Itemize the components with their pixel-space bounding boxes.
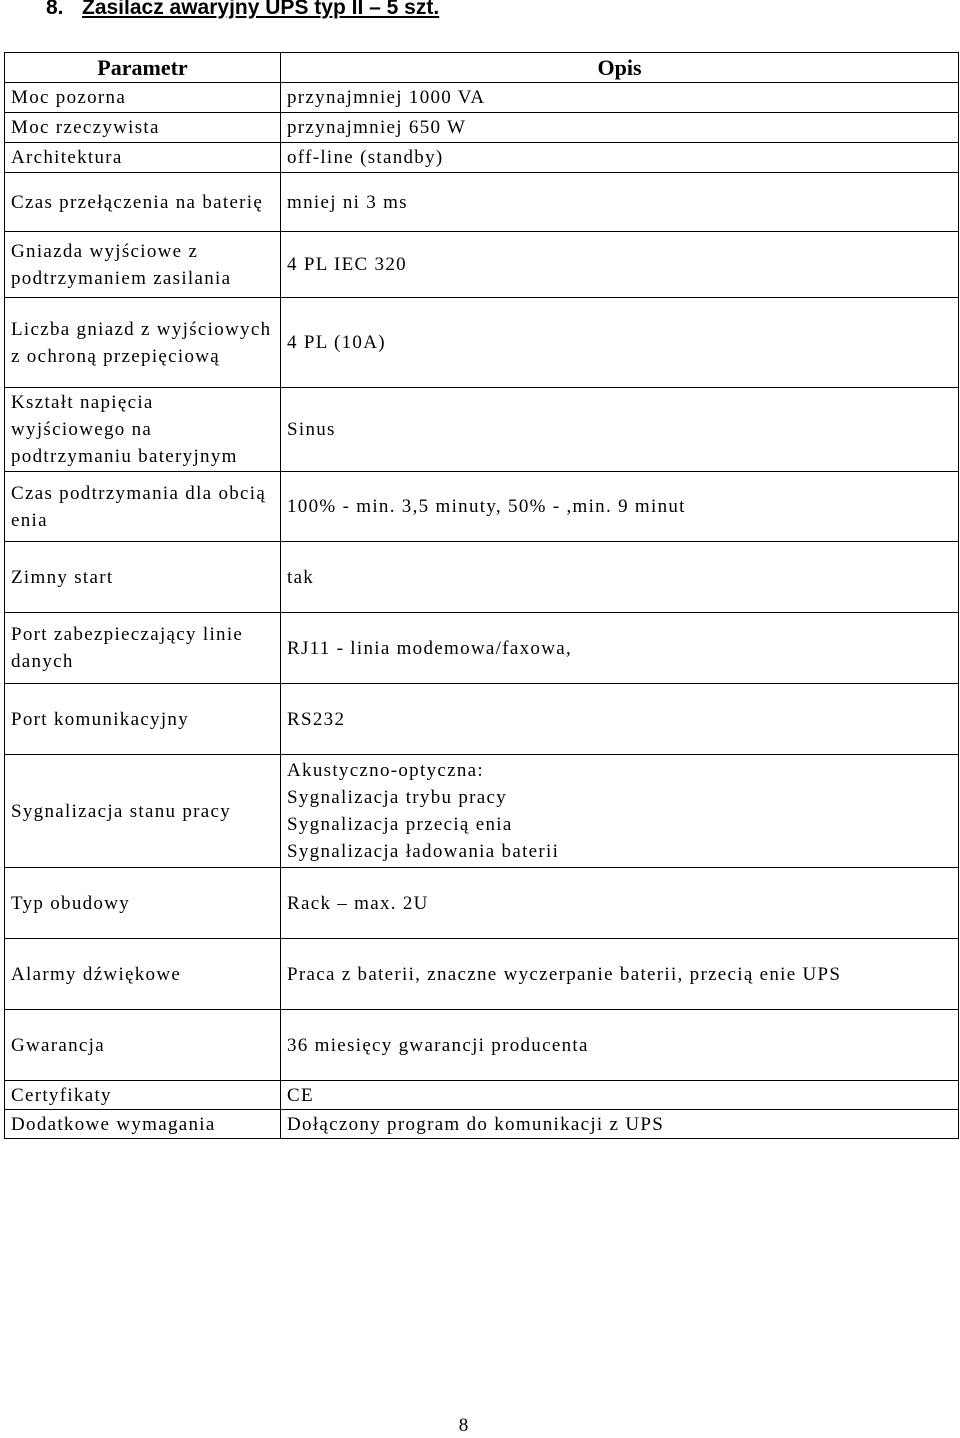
table-row (5, 684, 959, 755)
table-row (5, 472, 959, 542)
param-cell: Gwarancja (5, 1010, 281, 1081)
table-row (5, 1110, 959, 1139)
desc-cell: przynajmniej 650 W (281, 113, 959, 143)
desc-cell: Praca z baterii, znaczne wyczerpanie baterii, przecią enie UPS (281, 939, 959, 1010)
param-cell: Gniazda wyjściowe z podtrzymaniem zasilania (5, 232, 281, 298)
desc-cell: 36 miesięcy gwarancji producenta (281, 1010, 959, 1081)
desc-line: Sygnalizacja trybu pracy (287, 787, 508, 808)
desc-line: Sygnalizacja ładowania baterii (287, 841, 560, 862)
param-cell: Sygnalizacja stanu pracy (5, 755, 281, 868)
table-row (5, 113, 959, 143)
desc-cell: 4 PL IEC 320 (281, 232, 959, 298)
desc-cell: RJ11 - linia modemowa/faxowa, (281, 613, 959, 684)
table-row (5, 83, 959, 113)
desc-cell: RS232 (281, 684, 959, 755)
desc-cell: Sinus (281, 388, 959, 472)
table-row (5, 232, 959, 298)
table-row (5, 613, 959, 684)
desc-line: Akustyczno-optyczna: (287, 760, 484, 781)
header-opis: Opis (281, 53, 959, 83)
section-title: Zasilacz awaryjny UPS typ II – 5 szt. (82, 0, 440, 19)
param-cell: Moc pozorna (5, 83, 281, 113)
header-parametr: Parametr (5, 53, 281, 83)
param-cell: Certyfikaty (5, 1081, 281, 1110)
section-heading (46, 0, 439, 22)
param-cell: Dodatkowe wymagania (5, 1110, 281, 1139)
desc-cell (281, 755, 959, 868)
desc-cell: mniej ni 3 ms (281, 173, 959, 232)
param-cell: Czas przełączenia na baterię (5, 173, 281, 232)
table-row (5, 755, 959, 868)
table-row (5, 1010, 959, 1081)
desc-cell: Dołączony program do komunikacji z UPS (281, 1110, 959, 1139)
table-row (5, 542, 959, 613)
table-row (5, 298, 959, 388)
spec-table (4, 52, 959, 1139)
param-cell: Kształt napięcia wyjściowego na podtrzymaniu bateryjnym (5, 388, 281, 472)
desc-cell: przynajmniej 1000 VA (281, 83, 959, 113)
param-cell: Zimny start (5, 542, 281, 613)
table-row (5, 143, 959, 173)
param-cell: Architektura (5, 143, 281, 173)
desc-cell: tak (281, 542, 959, 613)
param-cell: Liczba gniazd z wyjściowych z ochroną przepięciową (5, 298, 281, 388)
desc-line: Sygnalizacja przecią enia (287, 814, 513, 835)
desc-cell: off-line (standby) (281, 143, 959, 173)
desc-cell: 100% - min. 3,5 minuty, 50% - ,min. 9 minut (281, 472, 959, 542)
desc-cell: Rack – max. 2U (281, 868, 959, 939)
table-row (5, 173, 959, 232)
param-cell: Czas podtrzymania dla obcią enia (5, 472, 281, 542)
table-row (5, 868, 959, 939)
param-cell: Alarmy dźwiękowe (5, 939, 281, 1010)
param-cell: Typ obudowy (5, 868, 281, 939)
desc-cell: CE (281, 1081, 959, 1110)
param-cell: Moc rzeczywista (5, 113, 281, 143)
desc-cell: 4 PL (10A) (281, 298, 959, 388)
page-number: 8 (458, 1415, 469, 1436)
table-row (5, 388, 959, 472)
table-row (5, 939, 959, 1010)
table-row (5, 1081, 959, 1110)
param-cell: Port komunikacyjny (5, 684, 281, 755)
section-number: 8. (46, 0, 64, 19)
param-cell: Port zabezpieczający linie danych (5, 613, 281, 684)
table-header-row (5, 53, 959, 83)
